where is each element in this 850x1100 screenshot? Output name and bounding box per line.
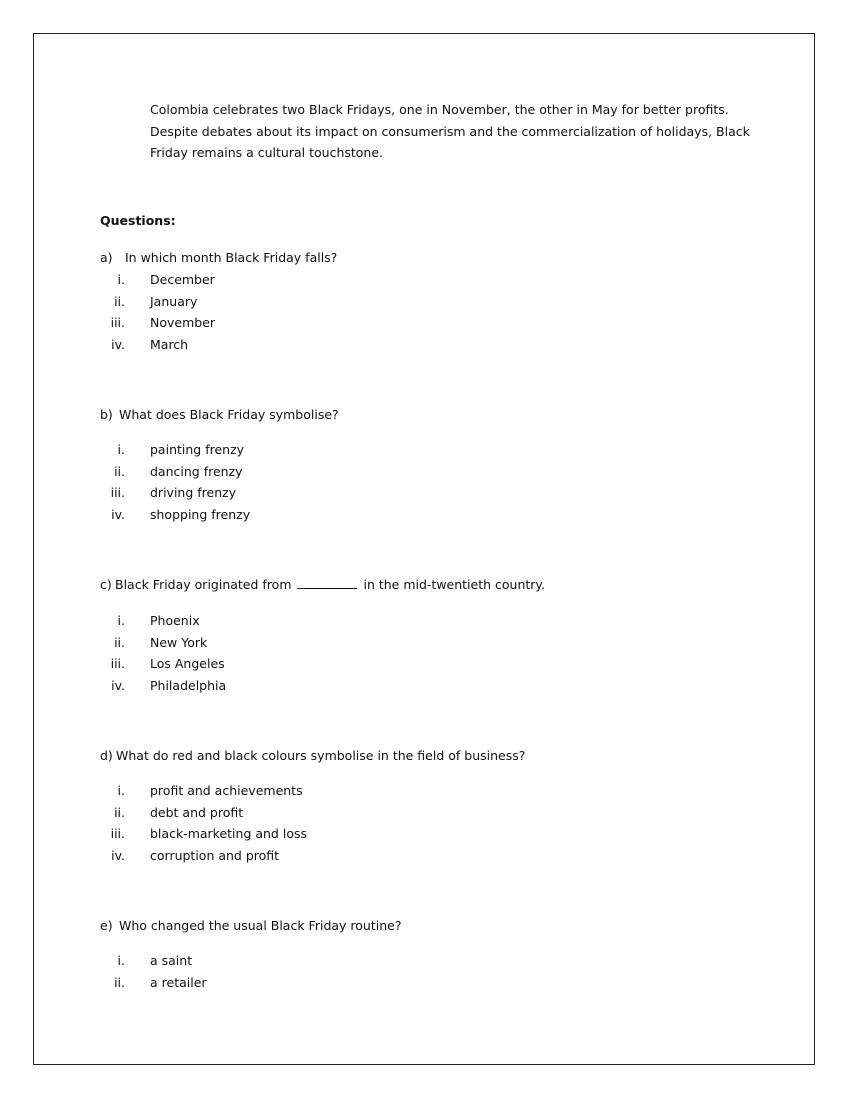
option-number: iv. bbox=[111, 506, 125, 522]
option-text: dancing frenzy bbox=[150, 463, 243, 479]
option-number: i. bbox=[117, 953, 125, 968]
option-text: New York bbox=[150, 634, 208, 650]
question-letter: c) bbox=[100, 577, 112, 592]
option-item bbox=[100, 312, 600, 334]
option-item bbox=[100, 802, 600, 824]
option-text: November bbox=[150, 315, 216, 330]
option-item bbox=[100, 439, 600, 461]
question-a bbox=[100, 250, 337, 265]
option-text: December bbox=[150, 272, 215, 287]
fill-in-blank bbox=[297, 577, 357, 589]
option-item bbox=[100, 610, 600, 632]
options-list-e bbox=[100, 950, 600, 993]
option-text: painting frenzy bbox=[150, 442, 245, 457]
option-text: profit and achievements bbox=[150, 783, 303, 798]
option-number: ii. bbox=[114, 293, 125, 309]
option-number: i. bbox=[117, 613, 125, 628]
option-text: black-marketing and loss bbox=[150, 826, 307, 841]
questions-heading: Questions: bbox=[100, 213, 176, 228]
question-text: In which month Black Friday falls? bbox=[125, 250, 338, 265]
question-text-after: in the mid-twentieth country. bbox=[363, 577, 546, 592]
option-text: Phoenix bbox=[150, 613, 200, 628]
question-d bbox=[100, 748, 525, 763]
option-text: corruption and profit bbox=[150, 847, 280, 863]
option-text: shopping frenzy bbox=[150, 506, 251, 522]
question-b bbox=[100, 407, 339, 422]
question-text: Who changed the usual Black Friday routine? bbox=[119, 918, 402, 933]
option-text: driving frenzy bbox=[150, 485, 237, 500]
option-item bbox=[100, 653, 600, 675]
option-item bbox=[100, 780, 600, 802]
option-text: Philadelphia bbox=[150, 677, 227, 693]
option-number: ii. bbox=[114, 463, 125, 479]
option-item bbox=[100, 632, 600, 654]
intro-paragraph bbox=[150, 99, 760, 164]
option-item bbox=[100, 845, 600, 867]
question-letter: e) bbox=[100, 918, 113, 933]
options-list-c bbox=[100, 610, 600, 696]
option-number: iv. bbox=[111, 847, 125, 863]
option-number: iii. bbox=[110, 485, 125, 500]
question-letter: d) bbox=[100, 748, 113, 763]
question-e bbox=[100, 918, 401, 933]
option-item bbox=[100, 675, 600, 697]
option-item bbox=[100, 823, 600, 845]
option-text: March bbox=[150, 336, 189, 352]
option-item bbox=[100, 269, 600, 291]
question-c bbox=[100, 577, 545, 592]
question-letter: a) bbox=[100, 250, 113, 265]
option-number: i. bbox=[117, 783, 125, 798]
option-text: Los Angeles bbox=[150, 656, 225, 671]
option-text: debt and profit bbox=[150, 804, 244, 820]
option-item bbox=[100, 461, 600, 483]
option-item bbox=[100, 504, 600, 526]
question-letter: b) bbox=[100, 407, 113, 422]
option-item bbox=[100, 482, 600, 504]
page-border bbox=[33, 33, 815, 1065]
intro-line: Colombia celebrates two Black Fridays, one in November, the other in May for better profits. bbox=[150, 102, 729, 117]
option-item bbox=[100, 950, 600, 972]
options-list-a bbox=[100, 269, 600, 355]
option-number: iii. bbox=[110, 315, 125, 330]
option-number: ii. bbox=[114, 974, 125, 990]
option-text: a retailer bbox=[150, 974, 207, 990]
question-text-before: Black Friday originated from bbox=[115, 577, 292, 592]
intro-line: Despite debates about its impact on consumerism and the commercialization of holidays, Black bbox=[150, 123, 750, 139]
option-text: a saint bbox=[150, 953, 193, 968]
option-number: ii. bbox=[114, 804, 125, 820]
option-item bbox=[100, 291, 600, 313]
option-number: iv. bbox=[111, 336, 125, 352]
intro-line: Friday remains a cultural touchstone. bbox=[150, 145, 384, 160]
option-item bbox=[100, 334, 600, 356]
option-number: i. bbox=[117, 272, 125, 287]
option-number: i. bbox=[117, 442, 125, 457]
options-list-b bbox=[100, 439, 600, 525]
option-text: January bbox=[150, 293, 198, 309]
question-text: What does Black Friday symbolise? bbox=[119, 407, 339, 422]
option-item bbox=[100, 972, 600, 994]
option-number: ii. bbox=[114, 634, 125, 650]
option-number: iii. bbox=[110, 826, 125, 841]
options-list-d bbox=[100, 780, 600, 866]
option-number: iii. bbox=[110, 656, 125, 671]
question-text: What do red and black colours symbolise in the field of business? bbox=[116, 748, 526, 763]
option-number: iv. bbox=[111, 677, 125, 693]
